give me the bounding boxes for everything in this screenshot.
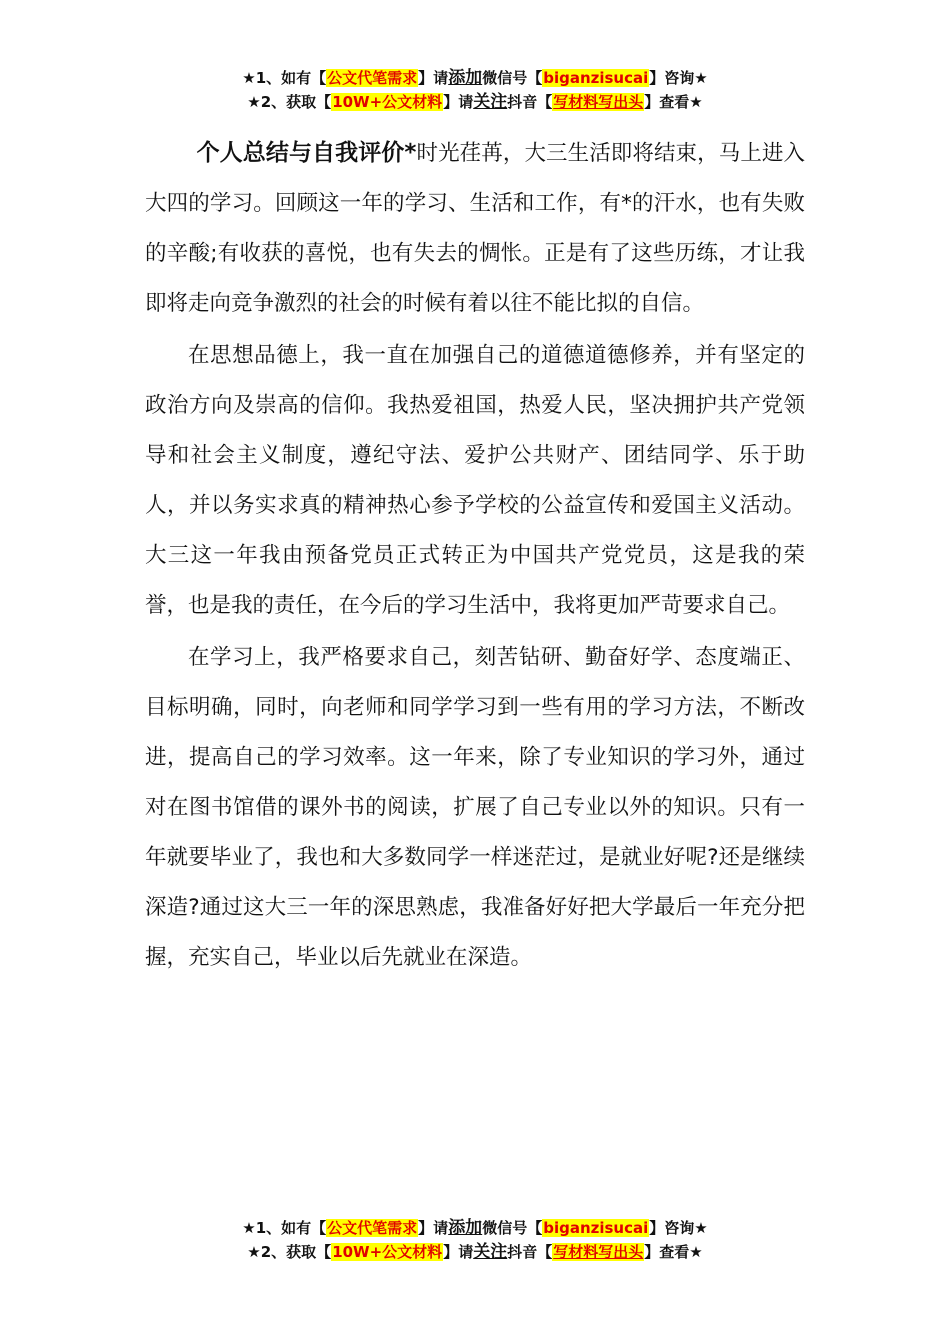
banner-text: 】请: [418, 1219, 449, 1237]
banner-text: 】请: [443, 1243, 474, 1261]
banner-text: 微信号【: [482, 1219, 543, 1237]
banner-text: ★1、如有【: [242, 1219, 327, 1237]
bottom-banner: [0, 1216, 950, 1264]
banner-line-1: [0, 1216, 950, 1240]
banner-text: 微信号【: [482, 69, 543, 87]
paragraph-intro: [145, 128, 805, 329]
banner-highlight-douyin-account: 写材料写出头: [553, 93, 644, 111]
banner-emphasis: 关注: [473, 1242, 508, 1262]
banner-line-2: [0, 1240, 950, 1264]
banner-text: ★2、获取【: [247, 93, 332, 111]
banner-text: 】咨询★: [649, 1219, 708, 1237]
banner-highlight-service: 公文代笔需求: [327, 1219, 418, 1237]
banner-highlight-materials: 10W+公文材料: [332, 1243, 443, 1261]
banner-line-2: [0, 90, 950, 114]
document-body: [145, 128, 805, 985]
paragraph-text: 时光荏苒，大三生活即将结束，马上进入大四的学习。回顾这一年的学习、生活和工作，有*的汗水，也有失败的辛酸;有收获的喜悦，也有失去的惆怅。正是有了这些历练，才让我即将走向竞争激烈的社会的时候有着以往不能比拟的自信。: [145, 141, 805, 316]
banner-emphasis: 添加: [448, 1218, 483, 1238]
banner-text: 】请: [443, 93, 474, 111]
banner-text: ★1、如有【: [242, 69, 327, 87]
banner-text: 】查看★: [644, 1243, 703, 1261]
top-banner: [0, 66, 950, 114]
paragraph-ideology: 在思想品德上，我一直在加强自己的道德道德修养，并有坚定的政治方向及崇高的信仰。我热爱祖国，热爱人民，坚决拥护共产党领导和社会主义制度，遵纪守法、爱护公共财产、团结同学、乐于助人，并以务实求真的精神热心参予学校的公益宣传和爱国主义活动。大三这一年我由预备党员正式转正为中国共产党党员，这是我的荣誉，也是我的责任，在今后的学习生活中，我将更加严苛要求自己。: [145, 343, 805, 618]
document-title: 个人总结与自我评价*: [196, 140, 417, 166]
banner-highlight-service: 公文代笔需求: [327, 69, 418, 87]
banner-highlight-wechat-id: biganzisucai: [543, 1219, 649, 1237]
banner-emphasis: 关注: [473, 92, 508, 112]
banner-line-1: [0, 66, 950, 90]
banner-text: 抖音【: [507, 1243, 553, 1261]
banner-text: 抖音【: [507, 93, 553, 111]
banner-text: ★2、获取【: [247, 1243, 332, 1261]
banner-highlight-douyin-account: 写材料写出头: [553, 1243, 644, 1261]
banner-text: 】查看★: [644, 93, 703, 111]
paragraph-study: 在学习上，我严格要求自己，刻苦钻研、勤奋好学、态度端正、目标明确，同时，向老师和同学学习到一些有用的学习方法，不断改进，提高自己的学习效率。这一年来，除了专业知识的学习外，通过对在图书馆借的课外书的阅读，扩展了自己专业以外的知识。只有一年就要毕业了，我也和大多数同学一样迷茫过，是就业好呢?还是继续深造?通过这大三一年的深思熟虑，我准备好好把大学最后一年充分把握，充实自己，毕业以后先就业在深造。: [145, 645, 805, 970]
banner-emphasis: 添加: [448, 68, 483, 88]
banner-text: 】咨询★: [649, 69, 708, 87]
banner-highlight-materials: 10W+公文材料: [332, 93, 443, 111]
banner-highlight-wechat-id: biganzisucai: [543, 69, 649, 87]
banner-text: 】请: [418, 69, 449, 87]
